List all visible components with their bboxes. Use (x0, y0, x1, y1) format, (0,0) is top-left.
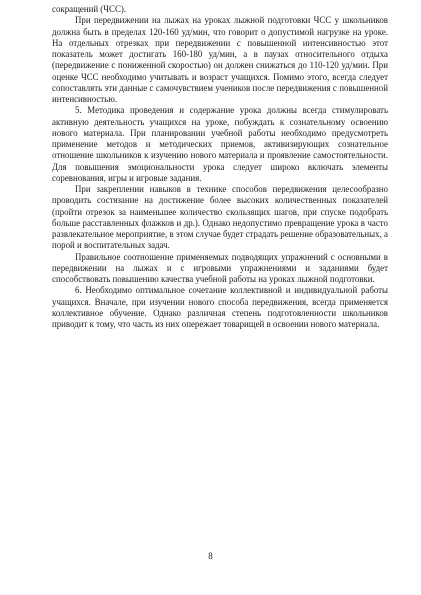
paragraph-skill-consolidation: При закреплении навыков в технике способов передвижения целесообразно проводить состязание на достижение более высоких количественных показателей (пройти отрезок за наименьшее количество скользящих шагов, при спуске подобрать больше расставленных флажков и др.). Однако недопустимо превращение урока в часто развлекательное мероприятие, в этом случае будет страдать решение образовательных, а порой и воспитательных задач. (52, 184, 388, 251)
paragraph-principle-6: 6. Необходимо оптимальное сочетание коллективной и индивидуальной работы учащихся. Вначале, при изучении нового способа передвижения, всегда применяется коллективное обучение. Однако различная степень подготовленности школьников приводит к тому, что часть из них опережает товарищей в освоении нового материала. (52, 285, 388, 329)
body-text (52, 4, 388, 330)
paragraph-continuation: сокращений (ЧСС). (52, 4, 127, 14)
paragraph-heart-rate: При передвижении на лыжах на уроках лыжной подготовки ЧСС у школьников должна быть в пределах 120-160 уд/мин, что говорит о допустимой нагрузке на уроке. На отдельных отрезках при передвижении с повышенной интенсивностью этот показатель может достигать 160-180 уд/мин, а в паузах относительного отдыха (передвижение с пониженной скоростью) он должен снижаться до 110-120 уд/мин. При оценке ЧСС необходимо учитывать и возраст учащихся. Помимо этого, всегда следует сопоставлять эти данные с самочувствием учеников после передвижения с повышенной интенсивностью. (52, 15, 388, 104)
paragraph-exercise-ratio: Правильное соотношение применяемых подводящих упражнений с основными в передвижении на лыжах и с игровыми упражнениями и заданиями будет способствовать повышению качества учебной работы на уроках лыжной подготовки. (52, 251, 388, 284)
paragraph-principle-5: 5. Методика проведения и содержание урока должны всегда стимулировать активную деятельность учащихся на уроке, побуждать к сознательному освоению нового материала. При планировании учебной работы необходимо предусмотреть применение методов и методических приемов, активизирующих сознательное отношение школьников к изучению нового материала и проявление самостоятельности. Для повышения эмоциональности урока следует широко включать элементы соревнования, игры и игровые задания. (52, 105, 388, 183)
page-number: 8 (208, 551, 213, 561)
